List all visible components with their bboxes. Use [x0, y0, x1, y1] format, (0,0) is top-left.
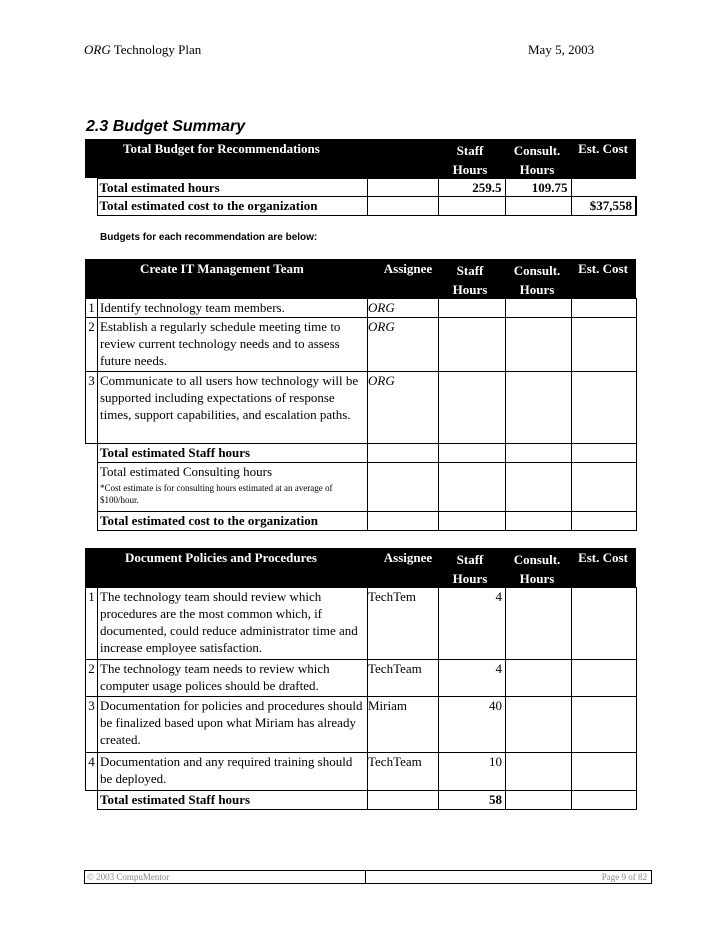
footer-page-number: Page 9 of 82 — [365, 871, 651, 883]
row-description: Documentation for policies and procedures should be finalized based upon what Miriam has already created. — [98, 697, 368, 753]
table1-total-consult-row — [86, 463, 637, 512]
table2-title: Document Policies and Procedures — [125, 550, 317, 565]
page-header-title — [84, 42, 201, 58]
summary-row-hours — [85, 179, 636, 197]
row-description: The technology team needs to review which computer usage polices should be drafted. — [98, 660, 368, 697]
table1-total-staff-row — [86, 444, 637, 463]
section-title: 2.3 Budget Summary — [86, 118, 246, 135]
page-header-date: May 5, 2003 — [528, 42, 595, 57]
table1-col-assignee: Assignee — [383, 261, 433, 276]
row-staff-hours: 40 — [439, 697, 506, 753]
table2-col-staff: Staff Hours — [452, 552, 488, 586]
row-assignee: ORG — [368, 372, 439, 444]
row-assignee: TechTeam — [368, 660, 439, 697]
row-description: Establish a regularly schedule meeting time to review current technology needs and to assess future needs. — [98, 318, 368, 372]
table-row — [86, 318, 637, 372]
table-row — [86, 753, 637, 791]
table-row — [86, 588, 637, 660]
table1-body — [85, 298, 637, 531]
summary-header — [85, 139, 636, 178]
total-staff-label: Total estimated Staff hours — [98, 444, 368, 463]
row-number: 3 — [86, 697, 98, 753]
row-number: 3 — [86, 372, 98, 444]
row-assignee: Miriam — [368, 697, 439, 753]
table2-total-staff-row — [86, 791, 637, 810]
table2-col-cost: Est. Cost — [578, 550, 628, 565]
row-description: The technology team should review which procedures are the most common which, if documented, could reduce administrator time and increase employee satisfaction. — [98, 588, 368, 660]
summary-est-cost: $37,558 — [571, 197, 636, 216]
summary-row-label: Total estimated cost to the organization — [97, 197, 367, 216]
table1-title: Create IT Management Team — [140, 261, 304, 276]
summary-title-cell: Total Budget for Recommendations — [123, 141, 320, 156]
page-footer — [84, 870, 652, 884]
budget-note: Budgets for each recommendation are below: — [100, 232, 318, 243]
table2-header — [85, 548, 636, 587]
footer-copyright: © 2003 CompuMentor — [85, 871, 366, 883]
table-row — [86, 372, 637, 444]
table2-body — [85, 587, 637, 810]
row-assignee: ORG — [368, 318, 439, 372]
table1-col-cost: Est. Cost — [578, 261, 628, 276]
table1-col-consult: Consult. Hours — [513, 263, 561, 297]
row-number: 1 — [86, 299, 98, 318]
summary-consult-hours: 109.75 — [505, 179, 571, 197]
table-row — [86, 299, 637, 318]
table-row — [86, 697, 637, 753]
summary-col-staff: Staff Hours — [452, 143, 488, 177]
row-number: 1 — [86, 588, 98, 660]
row-description: Documentation and any required training should be deployed. — [98, 753, 368, 791]
row-number: 2 — [86, 660, 98, 697]
table2-col-consult: Consult. Hours — [513, 552, 561, 586]
summary-row-label: Total estimated hours — [97, 179, 367, 197]
total-consult-label: Total estimated Consulting hours — [100, 464, 273, 479]
row-assignee: TechTem — [368, 588, 439, 660]
row-assignee: TechTeam — [368, 753, 439, 791]
summary-col-consult: Consult. Hours — [513, 143, 561, 177]
header-title-text: Technology Plan — [110, 42, 202, 57]
summary-row-cost — [85, 197, 636, 216]
total-cost-label: Total estimated cost to the organization — [98, 512, 368, 531]
table1-header — [85, 259, 636, 298]
row-number: 2 — [86, 318, 98, 372]
summary-col-cost: Est. Cost — [578, 141, 628, 156]
table1-total-cost-row — [86, 512, 637, 531]
cost-footnote: *Cost estimate is for consulting hours estimated at an average of $100/hour. — [100, 483, 333, 505]
total-staff-value: 58 — [439, 791, 506, 810]
row-description: Identify technology team members. — [98, 299, 368, 318]
row-assignee: ORG — [368, 299, 439, 318]
org-name: ORG — [84, 42, 111, 57]
total-staff-label: Total estimated Staff hours — [98, 791, 368, 810]
table2-col-assignee: Assignee — [383, 550, 433, 565]
row-staff-hours: 4 — [439, 660, 506, 697]
row-description: Communicate to all users how technology will be supported including expectations of response times, support capabilities, and escalation paths. — [98, 372, 368, 444]
table-row — [86, 660, 637, 697]
summary-staff-hours: 259.5 — [438, 179, 505, 197]
row-staff-hours: 4 — [439, 588, 506, 660]
table1-col-staff: Staff Hours — [452, 263, 488, 297]
row-number: 4 — [86, 753, 98, 791]
summary-body — [85, 178, 637, 216]
row-staff-hours: 10 — [439, 753, 506, 791]
